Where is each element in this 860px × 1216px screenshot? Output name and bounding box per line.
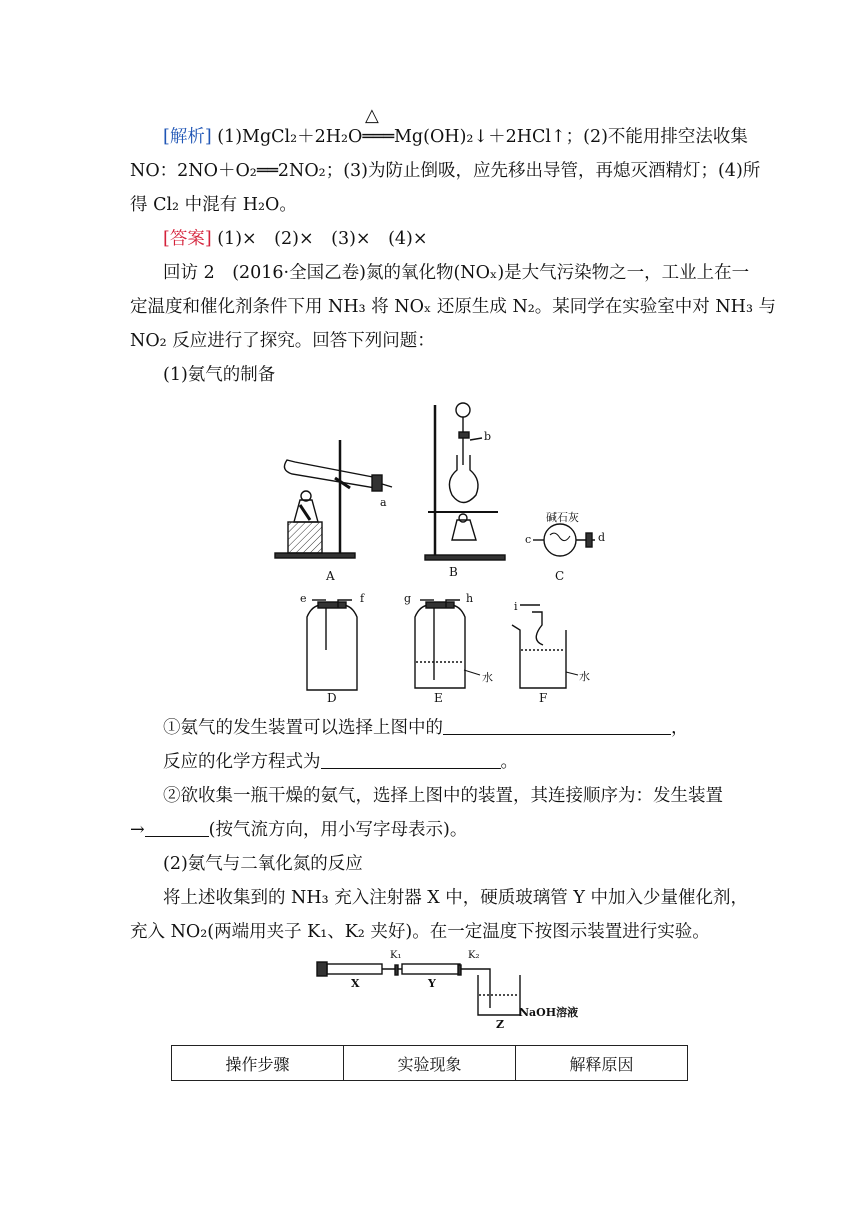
table-header-cell: 解释原因 (516, 1046, 688, 1081)
label-c: C (555, 569, 565, 583)
part2-title: (2)氨气与二氧化氮的反应 (163, 854, 363, 874)
heating-symbol: △ (365, 105, 379, 126)
port-i: i (514, 600, 518, 613)
part2-line-2: 充入 NO₂(两端用夹子 K₁、K₂ 夹好)。在一定温度下按图示装置进行实验。 (130, 922, 710, 942)
answer-line (163, 228, 763, 250)
table-header-row (172, 1046, 688, 1081)
apparatus-xyz (317, 962, 520, 1015)
port-f: f (360, 592, 365, 605)
part2-line-1: 将上述收集到的 NH₃ 充入注射器 X 中，硬质玻璃管 Y 中加入少量催化剂， (163, 888, 748, 908)
analysis-line-1 (163, 126, 763, 148)
analysis-line-2: NO：2NO＋O₂══2NO₂；(3)为防止倒吸，应先移出导管，再熄灭酒精灯；(4)所 (130, 161, 761, 181)
experiment-table (171, 1045, 688, 1081)
q1-equation-prefix: 反应的化学方程式为 (163, 752, 321, 772)
port-h: h (466, 592, 474, 605)
apparatus-e (415, 600, 480, 688)
label-e: E (434, 691, 443, 705)
naoh-label: NaOH溶液 (519, 1006, 579, 1019)
table-header-cell: 实验现象 (344, 1046, 516, 1081)
answer-blank-2[interactable] (321, 752, 501, 769)
label-a: A (326, 569, 335, 583)
question-line-3: NO₂ 反应进行了探究。回答下列问题： (130, 331, 435, 351)
apparatus-b (425, 403, 505, 560)
label-b: B (449, 565, 458, 579)
analysis-tag: [解析] (163, 127, 212, 147)
q2-line-2 (130, 819, 730, 841)
label-x: X (351, 977, 360, 990)
water-label-f: 水 (579, 670, 590, 683)
apparatus-a (275, 440, 392, 558)
port-d: d (598, 531, 606, 544)
q1-line-2 (163, 751, 763, 773)
soda-lime-label: 碱石灰 (546, 511, 579, 524)
q2-line-1: ②欲收集一瓶干燥的氨气，选择上图中的装置，其连接顺序为：发生装置 (163, 786, 723, 806)
question-line-1: 回访 2 (2016·全国乙卷)氮的氧化物(NOₓ)是大气污染物之一，工业上在一 (163, 263, 750, 283)
q1-prefix: ①氨气的发生装置可以选择上图中的 (163, 718, 443, 738)
label-f: F (539, 691, 548, 705)
port-c: c (525, 533, 532, 546)
label-z: Z (496, 1018, 505, 1031)
label-k1: K₁ (390, 950, 402, 961)
label-d: D (327, 691, 337, 705)
answer-blank-3[interactable] (145, 820, 209, 837)
q1-equation-suffix: 。 (500, 752, 518, 772)
q2-arrow: → (130, 820, 145, 840)
apparatus-f (512, 605, 578, 688)
port-g: g (404, 592, 412, 605)
port-a: a (380, 496, 387, 509)
q1-line-1 (163, 717, 763, 739)
q2-suffix: (按气流方向，用小写字母表示)。 (208, 820, 468, 840)
port-e: e (300, 592, 307, 605)
question-line-2: 定温度和催化剂条件下用 NH₃ 将 NOₓ 还原生成 N₂。某同学在实验室中对 NH₃ 与 (130, 297, 777, 317)
apparatus-d (307, 600, 357, 690)
water-label-e: 水 (482, 671, 493, 684)
answer-tag: [答案] (163, 229, 212, 249)
answer-text: (1)× (2)× (3)× (4)× (217, 229, 428, 249)
table-header-cell: 操作步骤 (172, 1046, 344, 1081)
answer-blank-1[interactable] (443, 718, 671, 735)
q1-suffix: ， (671, 718, 689, 738)
port-b: b (484, 430, 492, 443)
analysis-line-3: 得 Cl₂ 中混有 H₂O。 (130, 195, 297, 215)
apparatus-c (533, 524, 595, 556)
label-y: Y (428, 977, 436, 990)
part1-title: (1)氨气的制备 (163, 365, 276, 385)
label-k2: K₂ (468, 950, 480, 961)
analysis-text-1: (1)MgCl₂＋2H₂O═══Mg(OH)₂↓＋2HCl↑；(2)不能用排空法收集 (217, 127, 748, 147)
